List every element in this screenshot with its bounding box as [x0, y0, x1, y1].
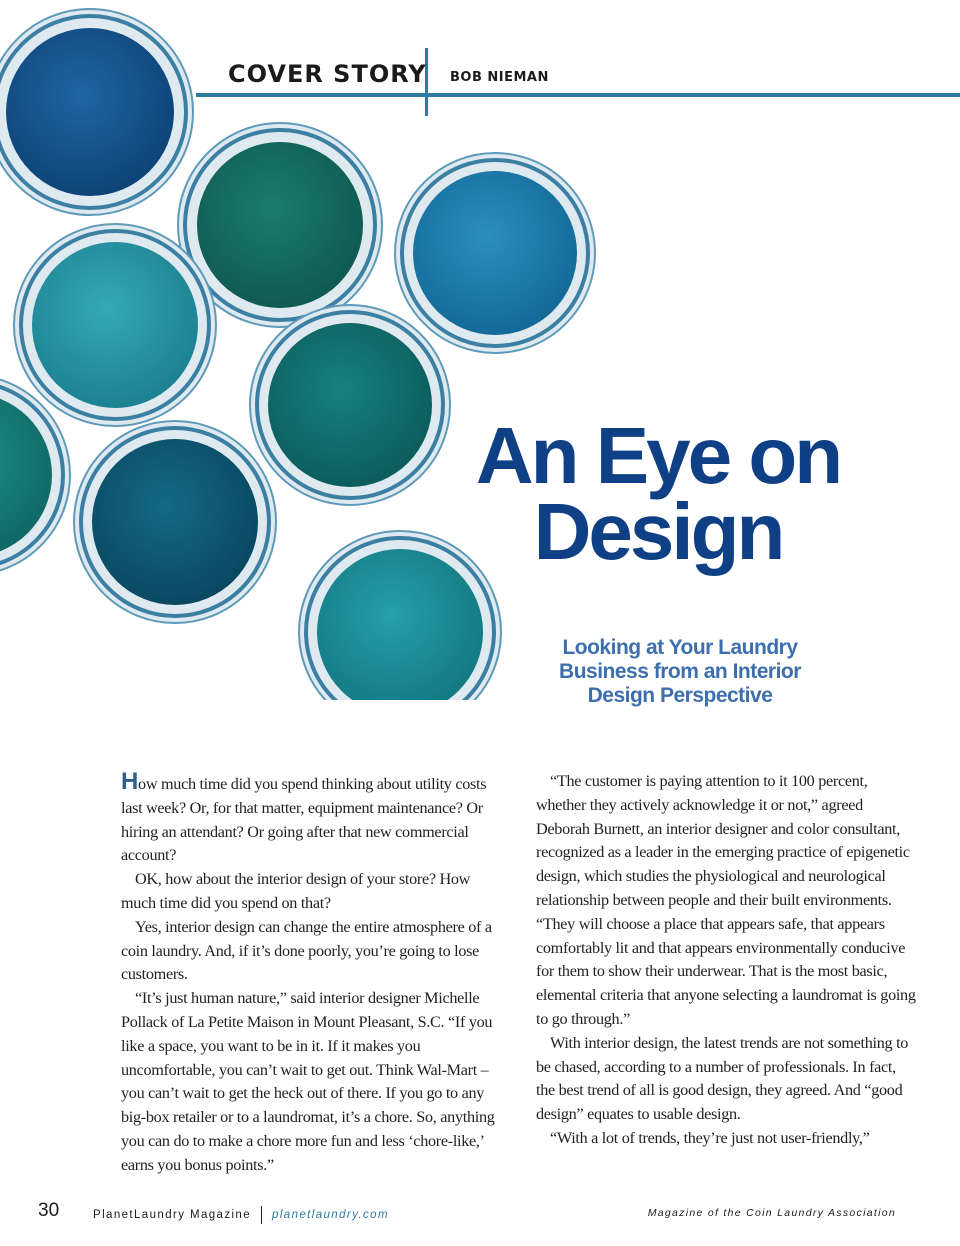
section-label: COVER STORY — [228, 60, 427, 88]
paragraph: “It’s just human nature,” said interior designer Michelle Pollack of La Petite Maison in Mount Pleasant, S.C. “If you like a space, you want to be in it. If it makes you uncomfortable, you can’t wait to get out. Think Wal-Mart – you can’t wait to get the heck out of there. If you go to any big-box retailer or to a laundromat, it’s a chore. So, anything you can do to make a chore more fun and less ‘chore-like,’ earns you bonus points.” — [121, 989, 495, 1174]
paint-can-blue — [0, 9, 193, 215]
paragraph: With interior design, the latest trends are not something to be chased, according to a number of professionals. In fact, the best trend of all is good design, they agreed. And “good design” equates to usable design. — [536, 1033, 909, 1124]
footer-divider — [261, 1206, 262, 1224]
magazine-name: PlanetLaundry Magazine — [93, 1209, 252, 1222]
article-title — [468, 411, 848, 576]
subtitle-line-2: Business from an Interior — [559, 660, 801, 683]
subtitle-line-3: Design Perspective — [587, 684, 773, 707]
paint-can-teal — [250, 305, 450, 505]
paint-can-aqua — [14, 224, 216, 426]
paragraph: How much time did you spend thinking about utility costs last week? Or, for that matter, equipment maintenance? Or hiring an attendant? Or going after that new commercial account? — [121, 768, 487, 865]
footer-publication — [93, 1206, 389, 1224]
article-subtitle — [530, 636, 830, 708]
subtitle-line-1: Looking at Your Laundry — [562, 636, 798, 659]
paint-can-petrol — [74, 421, 276, 623]
page-number: 30 — [38, 1200, 60, 1221]
footer-tagline: Magazine of the Coin Laundry Association — [647, 1207, 896, 1219]
author-byline: BOB NIEMAN — [450, 70, 549, 85]
paragraph: OK, how about the interior design of your store? How much time did you spend on that? — [121, 870, 471, 912]
title-line-1: An Eye on — [475, 411, 841, 500]
header-rule — [196, 93, 960, 97]
paragraph: Yes, interior design can change the entire atmosphere of a coin laundry. And, if it’s done poorly, you’re going to lose customers. — [121, 917, 492, 984]
paragraph: “With a lot of trends, they’re just not user-friendly,” — [550, 1128, 870, 1147]
drop-cap: H — [121, 768, 139, 795]
paint-can-cerulean — [395, 153, 595, 353]
article-column-left — [121, 770, 503, 1178]
title-line-2: Design — [533, 487, 783, 576]
article-column-right — [536, 770, 918, 1151]
magazine-url-link[interactable]: planetlaundry.com — [272, 1209, 389, 1222]
paragraph: “The customer is paying attention to it 100 percent, whether they actively acknowledge it or not,” agreed Deborah Burnett, an interior designer and color consultant, recognized as a leader in the emerging practice of epigenetic design, which studies the physiological and neurological relationship between people and their built environments. “They will choose a place that appears safe, that appears comfortably lit and that appears environmentally conducive for them to show their underwear. That is the most basic, elemental criteria that anyone selecting a laundromat is going to go through.” — [536, 772, 916, 1028]
